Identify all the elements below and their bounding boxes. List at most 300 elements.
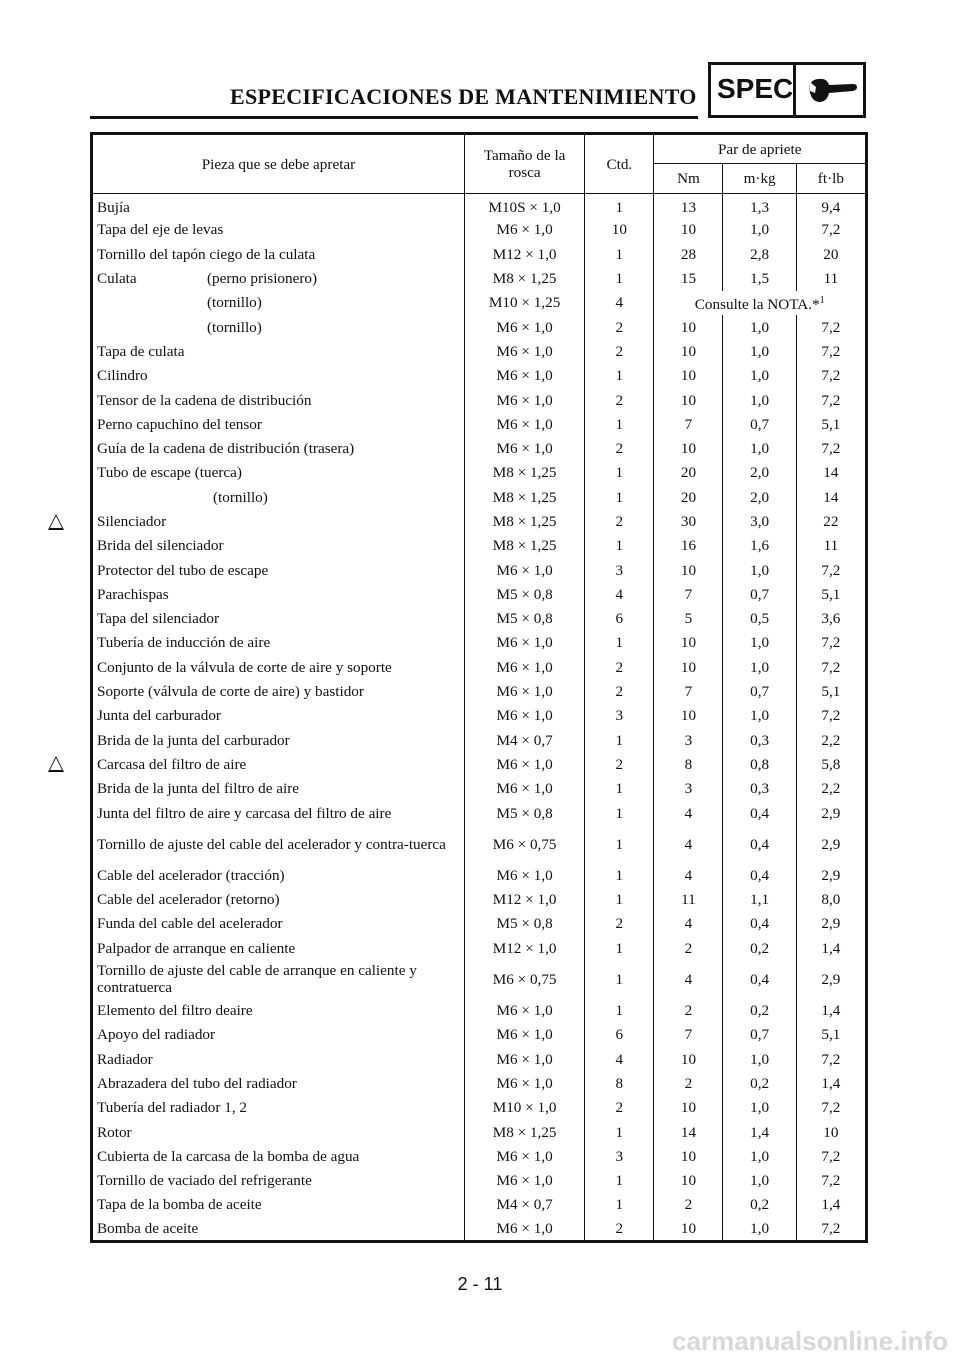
cell-mkg: 0,7 [723,679,796,703]
table-row [92,534,867,558]
piece-label: Elemento del filtro deaire [97,1002,253,1020]
cell-ftlb: 14 [823,464,839,482]
piece-label: Guía de la cadena de distribución (trasera) [97,440,355,458]
watermark: carmanualsonline.info [672,1326,948,1356]
cell-nm: 10 [654,1168,723,1192]
cell-nm: 10 [654,218,723,242]
cell-size: M6 × 1,0 [464,679,584,703]
cell-piece [92,655,465,679]
cell-ftlb: 7,2 [821,318,841,336]
cell-ftlb: 20 [823,245,839,263]
table-row [92,1047,867,1071]
cell-size: M6 × 1,0 [464,218,584,242]
cell-mkg: 1,1 [723,888,796,912]
cell-size: M6 × 1,0 [464,863,584,887]
cell-ftlb: 22 [823,513,839,530]
cell-ftlb: 2,9 [821,835,841,853]
cell-nm: 10 [654,315,723,339]
cell-nm: 2 [654,936,723,960]
cell-nm: 7 [654,679,723,703]
table-row [92,607,867,631]
page-title: ESPECIFICACIONES DE MANTENIMIENTO [230,84,697,109]
cell-size: M10S × 1,0 [464,194,584,218]
cell-qty: 2 [585,388,654,412]
cell-qty: 1 [585,1193,654,1217]
table-row [92,655,867,679]
cell-ftlb: 5,1 [821,683,841,701]
cell-mkg: 0,4 [723,863,796,887]
cell-ftlb: 7,2 [821,1219,841,1237]
piece-label: Funda del cable del acelerador [97,915,283,933]
table-row [92,412,867,436]
cell-ftlb: 10 [823,1123,839,1141]
cell-ftlb: 7,2 [821,1050,841,1068]
cell-nm: 10 [654,1096,723,1120]
cell-piece [92,888,465,912]
cell-mkg: 0,2 [723,998,796,1022]
cell-ftlb: 2,9 [821,804,841,822]
cell-nm: 10 [654,364,723,388]
piece-label: Tapa de la bomba de aceite [97,1196,262,1214]
table-row [92,1071,867,1095]
cell-nm: 7 [654,582,723,606]
table-row [92,1096,867,1120]
cell-piece [92,461,465,485]
piece-label: Tubería del radiador 1, 2 [97,1099,248,1117]
cell-nm: 7 [654,412,723,436]
cell-qty: 1 [585,461,654,485]
cell-qty: 1 [585,825,654,863]
cell-mkg: 1,0 [723,704,796,728]
cell-piece [92,679,465,703]
piece-label: Cilindro [97,367,148,385]
cell-piece [92,242,465,266]
cell-ftlb: 2,2 [821,780,841,798]
cell-mkg: 1,5 [723,266,796,290]
cell-size: M6 × 1,0 [464,412,584,436]
cell-qty: 1 [585,364,654,388]
piece-sublabel: (perno prisionero) [207,270,318,288]
cell-mkg: 2,8 [723,242,796,266]
cell-ftlb: 3,6 [821,610,841,628]
cell-size: M6 × 1,0 [464,631,584,655]
table-row [92,315,867,339]
cell-piece [92,436,465,460]
change-marker-icon [48,756,64,772]
cell-qty: 4 [585,291,654,315]
cell-size: M6 × 1,0 [464,655,584,679]
cell-mkg: 1,4 [723,1120,796,1144]
cell-ftlb: 2,9 [821,970,841,988]
cell-nm: 4 [654,912,723,936]
cell-qty: 1 [585,777,654,801]
cell-qty: 2 [585,509,654,533]
cell-qty: 2 [585,912,654,936]
cell-piece [92,631,465,655]
cell-size: M6 × 1,0 [464,998,584,1022]
piece-label: Junta del filtro de aire y carcasa del filtro de aire [97,804,392,822]
cell-size: M6 × 1,0 [464,436,584,460]
piece-label: Tapa de culata [97,342,185,360]
cell-size: M10 × 1,25 [464,291,584,315]
cell-ftlb: 7,2 [821,367,841,385]
table-row [92,242,867,266]
cell-piece [92,1168,465,1192]
cell-qty: 10 [585,218,654,242]
table-row [92,388,867,412]
table-row [92,509,867,533]
cell-ftlb: 11 [823,270,839,288]
cell-nm: 2 [654,1193,723,1217]
cell-ftlb: 7,2 [821,440,841,458]
cell-ftlb: 7,2 [821,561,841,579]
table-row [92,1023,867,1047]
title-rule [90,116,698,119]
wrench-icon [807,77,859,107]
cell-nm: 4 [654,801,723,825]
cell-qty: 1 [585,863,654,887]
piece-label: Perno capuchino del tensor [97,415,262,433]
cell-piece [92,863,465,887]
cell-nm: 10 [654,1047,723,1071]
table-row [92,291,867,315]
cell-piece [92,194,465,218]
piece-label: Protector del tubo de escape [97,561,269,579]
cell-mkg: 1,0 [723,388,796,412]
cell-nm: 10 [654,558,723,582]
cell-mkg: 1,0 [723,631,796,655]
cell-qty: 1 [585,998,654,1022]
cell-ftlb: 1,4 [821,939,841,957]
table-row [92,485,867,509]
piece-label: Rotor [97,1123,132,1141]
cell-size: M6 × 1,0 [464,1168,584,1192]
cell-piece [92,752,465,776]
cell-piece [92,534,465,558]
cell-mkg: 0,4 [723,801,796,825]
cell-nm: 3 [654,728,723,752]
cell-qty: 1 [585,888,654,912]
cell-size: M8 × 1,25 [464,534,584,558]
cell-qty: 2 [585,339,654,363]
cell-mkg: 1,0 [723,1168,796,1192]
cell-note: Consulte la NOTA.*$^1$ [694,295,825,314]
piece-label: Tornillo de ajuste del cable del acelerador y contra-tuerca [97,835,446,853]
piece-label: Culata [97,270,137,288]
cell-piece [92,1193,465,1217]
cell-mkg: 0,7 [723,582,796,606]
cell-mkg: 0,4 [723,960,796,998]
cell-ftlb: 8,0 [821,891,841,909]
cell-ftlb: 7,2 [821,1099,841,1117]
cell-size: M6 × 1,0 [464,1217,584,1241]
cell-qty: 1 [585,242,654,266]
table-row [92,1193,867,1217]
header-ftlb: ft·lb [796,164,866,194]
cell-size: M5 × 0,8 [464,912,584,936]
cell-mkg: 0,7 [723,412,796,436]
cell-nm: 10 [654,655,723,679]
table-row [92,1217,867,1241]
cell-ftlb: 7,2 [821,1147,841,1165]
cell-size: M6 × 0,75 [464,960,584,998]
cell-nm: 10 [654,388,723,412]
cell-mkg: 0,4 [723,912,796,936]
piece-label: Tensor de la cadena de distribución [97,391,312,409]
cell-piece [92,1120,465,1144]
cell-nm: 13 [654,194,723,218]
piece-label: Tubería de inducción de aire [97,634,271,652]
cell-piece [92,485,465,509]
piece-label: Abrazadera del tubo del radiador [97,1074,297,1092]
table-row [92,863,867,887]
piece-label: Brida de la junta del carburador [97,731,290,749]
cell-piece [92,291,465,315]
spec-label: SPEC [717,73,794,104]
cell-qty: 6 [585,607,654,631]
change-marker-icon [48,514,64,530]
cell-size: M8 × 1,25 [464,485,584,509]
cell-qty: 1 [585,412,654,436]
cell-piece [92,801,465,825]
cell-size: M6 × 1,0 [464,1144,584,1168]
piece-label: Conjunto de la válvula de corte de aire y soporte [97,658,392,676]
cell-piece [92,558,465,582]
cell-mkg: 0,3 [723,777,796,801]
cell-nm: 30 [654,509,723,533]
cell-nm: 4 [654,863,723,887]
table-row [92,582,867,606]
piece-label: Tornillo de vaciado del refrigerante [97,1172,312,1190]
cell-size: M6 × 1,0 [464,704,584,728]
table-row [92,960,867,998]
cell-size: M6 × 1,0 [464,558,584,582]
cell-ftlb: 11 [823,537,839,555]
table-row [92,1168,867,1192]
cell-piece [92,315,465,339]
table-row [92,558,867,582]
cell-qty: 1 [585,936,654,960]
cell-mkg: 1,6 [723,534,796,558]
cell-mkg: 1,0 [723,558,796,582]
cell-qty: 1 [585,534,654,558]
cell-piece [92,912,465,936]
cell-mkg: 0,4 [723,825,796,863]
cell-size: M4 × 0,7 [464,728,584,752]
table-row [92,888,867,912]
cell-ftlb: 5,1 [821,415,841,433]
piece-label: Cable del acelerador (retorno) [97,891,280,909]
cell-piece [92,364,465,388]
piece-label: Radiador [97,1050,153,1068]
cell-piece [92,1144,465,1168]
cell-ftlb: 7,2 [821,391,841,409]
cell-ftlb: 9,4 [821,198,841,216]
header-nm: Nm [654,164,723,194]
cell-nm: 10 [654,1217,723,1241]
table-row [92,461,867,485]
cell-nm: 10 [654,704,723,728]
cell-size: M6 × 1,0 [464,752,584,776]
table-row [92,679,867,703]
cell-size: M6 × 1,0 [464,315,584,339]
piece-label: Apoyo del radiador [97,1026,216,1044]
piece-label: Tornillo de ajuste del cable de arranque en caliente y contratuerca [97,962,417,997]
cell-mkg: 1,0 [723,1047,796,1071]
cell-piece [92,1023,465,1047]
piece-label: Cubierta de la carcasa de la bomba de agua [97,1147,360,1165]
table-row [92,1120,867,1144]
cell-qty: 2 [585,1217,654,1241]
cell-piece [92,1071,465,1095]
cell-piece [92,388,465,412]
cell-piece [92,339,465,363]
table-row [92,936,867,960]
cell-qty: 1 [585,194,654,218]
cell-nm: 16 [654,534,723,558]
cell-qty: 4 [585,582,654,606]
table-row [92,752,867,776]
cell-piece [92,582,465,606]
cell-ftlb: 14 [823,488,839,506]
cell-qty: 1 [585,728,654,752]
cell-ftlb: 1,4 [821,1196,841,1214]
cell-nm: 20 [654,485,723,509]
cell-piece [92,825,465,863]
cell-qty: 3 [585,558,654,582]
cell-nm: 4 [654,825,723,863]
piece-sublabel: (tornillo) [207,318,262,336]
cell-mkg: 1,0 [723,364,796,388]
piece-label: Palpador de arranque en caliente [97,939,296,957]
cell-mkg: 1,0 [723,315,796,339]
cell-ftlb: 1,4 [821,1074,841,1092]
piece-sublabel: (tornillo) [213,488,268,506]
cell-nm: 20 [654,461,723,485]
cell-nm: 4 [654,960,723,998]
cell-ftlb: 7,2 [821,342,841,360]
cell-ftlb: 2,9 [821,866,841,884]
cell-mkg: 2,0 [723,461,796,485]
spec-badge [708,62,866,118]
table-row [92,1144,867,1168]
cell-nm: 8 [654,752,723,776]
cell-nm: 5 [654,607,723,631]
cell-piece [92,960,465,998]
piece-label: Bomba de aceite [97,1219,199,1237]
cell-nm: 2 [654,1071,723,1095]
piece-label: Tapa del silenciador [97,610,220,628]
cell-ftlb: 5,1 [821,1026,841,1044]
cell-qty: 1 [585,960,654,998]
piece-label: Parachispas [97,585,169,603]
cell-nm: 28 [654,242,723,266]
cell-qty: 1 [585,1168,654,1192]
cell-qty: 1 [585,801,654,825]
cell-nm: 11 [654,888,723,912]
cell-size: M12 × 1,0 [464,936,584,960]
spec-divider [793,65,796,115]
cell-piece [92,266,465,290]
cell-mkg: 0,7 [723,1023,796,1047]
cell-mkg: 1,0 [723,655,796,679]
piece-label: Brida del silenciador [97,537,224,555]
table-row [92,364,867,388]
cell-piece [92,1096,465,1120]
cell-mkg: 0,3 [723,728,796,752]
cell-qty: 1 [585,1120,654,1144]
cell-qty: 1 [585,631,654,655]
table-row [92,801,867,825]
cell-qty: 2 [585,315,654,339]
cell-piece [92,998,465,1022]
cell-mkg: 2,0 [723,485,796,509]
cell-ftlb: 5,1 [821,585,841,603]
cell-size: M5 × 0,8 [464,801,584,825]
cell-piece [92,218,465,242]
cell-mkg: 0,2 [723,1071,796,1095]
piece-label: Cable del acelerador (tracción) [97,866,285,884]
cell-piece [92,1217,465,1241]
cell-piece [92,412,465,436]
cell-nm: 14 [654,1120,723,1144]
table-row [92,339,867,363]
piece-label: Brida de la junta del filtro de aire [97,780,299,798]
cell-ftlb: 1,4 [821,1002,841,1020]
cell-piece [92,728,465,752]
cell-piece [92,607,465,631]
piece-label: Silenciador [97,513,167,530]
piece-label: Bujía [97,198,130,216]
cell-nm: 2 [654,998,723,1022]
cell-qty: 2 [585,679,654,703]
cell-ftlb: 5,8 [821,755,841,773]
table-row [92,194,867,218]
cell-mkg: 1,0 [723,436,796,460]
table-body [92,194,867,1242]
cell-ftlb: 7,2 [821,221,841,239]
cell-nm: 10 [654,436,723,460]
torque-spec-table [90,132,868,1243]
cell-size: M10 × 1,0 [464,1096,584,1120]
cell-size: M6 × 1,0 [464,1071,584,1095]
cell-mkg: 1,0 [723,1217,796,1241]
cell-ftlb: 7,2 [821,634,841,652]
cell-ftlb: 2,9 [821,915,841,933]
header-mkg: m·kg [723,164,796,194]
cell-piece [92,704,465,728]
cell-ftlb: 2,2 [821,731,841,749]
cell-qty: 2 [585,752,654,776]
cell-size: M6 × 1,0 [464,364,584,388]
cell-size: M6 × 1,0 [464,1023,584,1047]
table-row [92,436,867,460]
cell-nm: 10 [654,631,723,655]
piece-label: Soporte (válvula de corte de aire) y bastidor [97,683,364,701]
piece-label: Tornillo del tapón ciego de la culata [97,245,316,263]
cell-size: M6 × 1,0 [464,388,584,412]
cell-mkg: 1,0 [723,1144,796,1168]
cell-size: M6 × 0,75 [464,825,584,863]
table-row [92,266,867,290]
piece-sublabel: (tornillo) [207,294,262,312]
cell-nm: 7 [654,1023,723,1047]
cell-piece [92,1047,465,1071]
cell-size: M8 × 1,25 [464,509,584,533]
cell-mkg: 1,0 [723,1096,796,1120]
table-row [92,728,867,752]
cell-piece [92,509,465,533]
